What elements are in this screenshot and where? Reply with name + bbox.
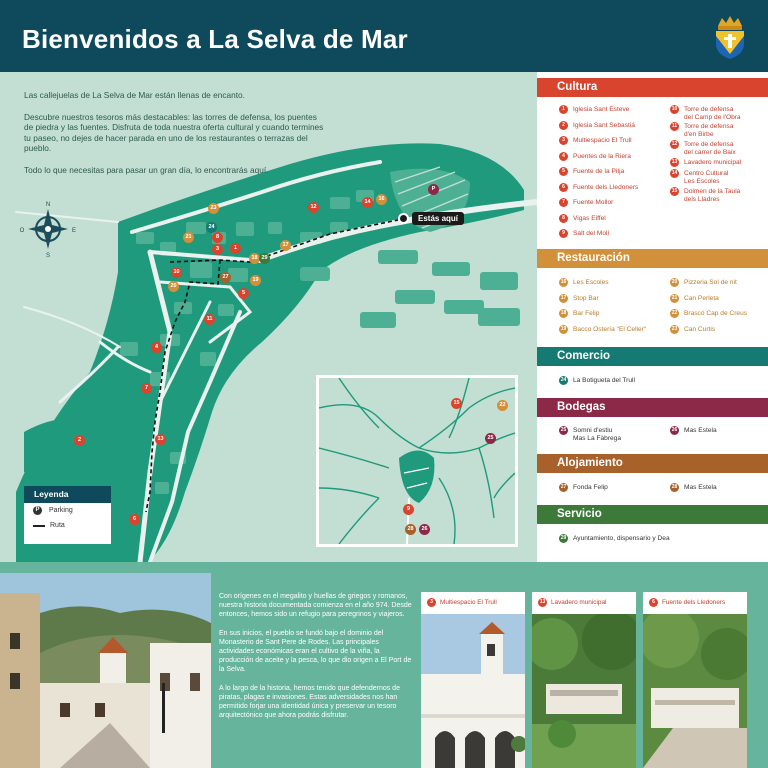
poi-number-badge: 16	[560, 279, 567, 285]
poi-label: Dolmen de la Taula dels Lladres	[684, 188, 741, 203]
you-are-here-dot	[398, 213, 409, 224]
legend-title: Leyenda	[24, 486, 111, 503]
poi-number-badge: 27	[560, 484, 567, 490]
map-marker-24[interactable]: 24	[206, 222, 217, 233]
you-are-here-marker	[398, 212, 464, 225]
poi-label: Can Perleta	[684, 294, 719, 302]
poi-label: Pizzeria Sol de nit	[684, 279, 737, 286]
poi-number-badge: 22	[671, 310, 678, 316]
poi-label: Mas Estela	[684, 484, 717, 491]
poi-label: Torre de defensa del Camp de l'Obra	[684, 106, 741, 121]
poi-number-badge: 3	[559, 136, 568, 145]
poi-item-cultura[interactable]	[670, 123, 734, 138]
map-marker-2[interactable]: 2	[74, 435, 85, 446]
intro-text	[24, 90, 324, 186]
poi-number-badge: 8	[559, 214, 568, 223]
legend-route-label: Ruta	[50, 522, 65, 529]
section-bodegas-title: Bodegas	[537, 398, 768, 417]
poi-item-restauracion[interactable]	[559, 326, 646, 334]
poi-number-badge: 1	[559, 105, 568, 114]
poi-item-bodegas[interactable]	[670, 427, 717, 435]
map-marker-19[interactable]: 19	[250, 275, 261, 286]
map-marker-17[interactable]: 17	[280, 240, 291, 251]
section-comercio-title: Comercio	[537, 347, 768, 366]
poi-item-restauracion[interactable]	[559, 279, 609, 287]
poi-item-cultura[interactable]	[670, 106, 741, 121]
photo-card-caption	[643, 592, 747, 612]
map-marker-27[interactable]: 27	[220, 272, 231, 283]
inset-marker-15[interactable]: 15	[451, 398, 462, 409]
poi-label: Ayuntamiento, dispensario y Dea	[573, 535, 670, 542]
lavadero-photo	[532, 614, 636, 768]
route-line-icon	[33, 525, 45, 527]
compass-rose-icon	[28, 209, 68, 249]
poi-item-bodegas[interactable]	[559, 427, 621, 442]
map-marker-3[interactable]: 3	[212, 244, 223, 255]
poi-number-badge: 25	[560, 427, 567, 433]
legend-parking-label: Parking	[49, 507, 73, 514]
inset-marker-22[interactable]: 22	[497, 400, 508, 411]
photo-card-caption	[532, 592, 636, 612]
map-marker-23[interactable]: 23	[208, 203, 219, 214]
poi-number-badge: 20	[671, 279, 678, 285]
map-marker-4[interactable]: 4	[151, 342, 162, 353]
poi-item-restauracion[interactable]	[670, 310, 747, 318]
poi-item-restauracion[interactable]	[670, 326, 715, 334]
poi-label: Centro Cultural Les Escoles	[684, 170, 729, 185]
poi-number-badge: 6	[559, 183, 568, 192]
inset-map[interactable]	[316, 375, 518, 547]
inset-marker-25[interactable]: 25	[485, 433, 496, 444]
section-restauracion-title: Restauración	[537, 249, 768, 268]
poi-label: Can Curtis	[684, 325, 716, 333]
poi-number-badge: 29	[560, 535, 567, 541]
poi-label: Fuente Mollor	[573, 199, 614, 206]
inset-marker-28[interactable]: 28	[405, 524, 416, 535]
poi-label: Fuente dels Lledoners	[573, 183, 639, 191]
poi-label: Fonda Felip	[573, 484, 608, 491]
poi-label: Vigas Eiffel	[573, 214, 606, 222]
poi-label: Bacco Ostería "El Celler"	[573, 325, 647, 333]
page-title: Bienvenidos a La Selva de Mar	[22, 24, 408, 54]
poi-number-badge: 23	[671, 325, 678, 332]
poi-item-alojamiento[interactable]	[559, 484, 608, 492]
section-servicio-title: Servicio	[537, 505, 768, 524]
poi-item-cultura[interactable]	[559, 168, 624, 176]
poi-number-badge: 7	[559, 198, 568, 207]
town-crest-icon	[712, 14, 748, 60]
compass-n: N	[45, 202, 51, 208]
legend-route-row	[24, 518, 111, 533]
poi-label: Brascó Cap de Creus	[684, 310, 748, 317]
poi-label: Salt del Molí	[573, 230, 610, 237]
poi-number-badge: 19	[560, 325, 567, 332]
poi-item-cultura[interactable]	[559, 106, 629, 114]
poi-item-alojamiento[interactable]	[670, 484, 717, 492]
map-marker-16[interactable]: 16	[376, 194, 387, 205]
compass-s: S	[45, 253, 51, 259]
section-alojamiento-title: Alojamiento	[537, 454, 768, 473]
poi-number-badge: 14	[671, 170, 678, 176]
poi-item-cultura[interactable]	[559, 122, 635, 130]
poi-number-badge: 18	[560, 310, 567, 316]
poi-label: Multiespacio El Trull	[573, 137, 632, 144]
west-hill	[24, 419, 93, 477]
poi-item-cultura[interactable]	[559, 230, 609, 238]
photo-card-caption	[421, 592, 525, 612]
photo-card-label: Lavadero municipal	[551, 598, 607, 606]
poi-label: Puentes de la Riera	[573, 152, 631, 160]
poi-item-cultura[interactable]	[670, 141, 736, 156]
intro-p1: Las callejuelas de La Selva de Mar están llenas de encanto.	[24, 90, 245, 100]
poi-number-badge: 28	[671, 484, 678, 490]
map-marker-20[interactable]: 20	[168, 281, 179, 292]
poi-number-badge: 4	[559, 152, 568, 161]
poi-label: Iglesia Sant Sebastiá	[573, 121, 635, 129]
compass-o: O	[19, 228, 25, 234]
el-trull-photo	[421, 614, 525, 768]
lledoners-fountain-photo	[643, 614, 747, 768]
inset-marker-9[interactable]: 9	[403, 504, 414, 515]
legend-parking-row	[24, 503, 111, 518]
parking-icon: P	[33, 506, 42, 515]
poi-item-servicio[interactable]	[559, 535, 670, 543]
poi-item-restauracion[interactable]	[559, 295, 599, 303]
poi-item-comercio[interactable]	[559, 377, 635, 385]
map-marker-6[interactable]: 6	[129, 514, 140, 525]
poi-item-restauracion[interactable]	[670, 295, 719, 303]
history-section	[0, 562, 768, 768]
poi-item-cultura[interactable]	[559, 153, 631, 161]
intro-p2: Descubre nuestros tesoros más destacables: las torres de defensa, los puentes de piedra y las fuentes. Disfruta de toda nuestra oferta cultural y cuando termines tu paseo, no dejes de hacer parada en uno de los restaurantes o terrazas del pueblo.	[24, 111, 324, 153]
map-marker-18[interactable]: 18	[249, 253, 260, 264]
header-banner	[0, 0, 768, 72]
poi-label: Iglesia Sant Esteve	[573, 106, 630, 113]
poi-item-cultura[interactable]	[559, 215, 606, 223]
inset-marker-26[interactable]: 26	[419, 524, 430, 535]
poi-item-cultura[interactable]	[670, 159, 741, 167]
poi-label: Bar Felip	[573, 310, 600, 317]
poi-number-badge: 10	[671, 106, 678, 112]
map-marker-7[interactable]: 7	[141, 383, 152, 394]
poi-number-badge: 17	[560, 294, 567, 301]
history-p2: En sus inicios, el pueblo se fundó bajo el dominio del Monasterio de Sant Pere de Rodes. Las principales actividades económicas eran el cultivo de la viña, la producción de aceite y la pesca, lo que dio origen a El Port de la Selva.	[219, 629, 412, 674]
village-map[interactable]	[0, 72, 537, 562]
map-marker-11[interactable]: 11	[204, 314, 215, 325]
map-legend	[24, 486, 111, 544]
poi-item-cultura[interactable]	[559, 184, 638, 192]
poi-number-badge: 11	[671, 123, 678, 129]
photo-card-lledoners[interactable]	[643, 592, 747, 768]
map-marker-parking[interactable]: P	[428, 184, 439, 195]
photo-card-number: 13	[539, 598, 546, 605]
section-cultura-title: Cultura	[537, 78, 768, 97]
map-marker-29[interactable]: 29	[259, 253, 270, 264]
photo-card-number: 6	[649, 598, 658, 607]
map-marker-5[interactable]: 5	[238, 288, 249, 299]
poi-label: Stop Bar	[573, 294, 599, 302]
poi-item-cultura[interactable]	[559, 137, 632, 145]
map-marker-21[interactable]: 21	[183, 232, 194, 243]
poi-number-badge: 26	[671, 427, 678, 433]
compass-e: E	[71, 228, 77, 234]
poi-number-badge: 24	[560, 377, 567, 383]
you-are-here-label: Estás aquí	[412, 212, 464, 225]
inset-map-drawing	[319, 378, 515, 544]
map-marker-1[interactable]: 1	[230, 243, 241, 254]
photo-card-lavadero[interactable]	[532, 592, 636, 768]
intro-p3: Todo lo que necesitas para pasar un gran día, lo encontrarás aquí.	[24, 164, 269, 175]
poi-label: Fuente de la Pitja	[573, 168, 625, 175]
poi-number-badge: 2	[559, 121, 568, 130]
points-of-interest-panel	[537, 72, 768, 562]
poi-label: La Botigueta del Trull	[573, 377, 635, 384]
poi-number-badge: 9	[559, 229, 568, 238]
poi-label: Les Escoles	[573, 279, 609, 286]
poi-number-badge: 21	[671, 294, 678, 301]
poi-number-badge: 13	[671, 159, 678, 165]
poi-number-badge: 12	[671, 141, 678, 147]
photo-card-number: 3	[427, 598, 436, 607]
poi-item-restauracion[interactable]	[559, 310, 599, 318]
photo-card-label: Multiespacio El Trull	[440, 598, 497, 606]
poi-number-badge: 15	[671, 188, 678, 194]
poi-number-badge: 5	[559, 167, 568, 176]
poi-item-cultura[interactable]	[559, 199, 613, 207]
village-street-photo	[0, 573, 211, 768]
map-marker-14[interactable]: 14	[362, 197, 373, 208]
poi-label: Torre de defensa del carrer de Baix	[684, 141, 736, 156]
map-marker-8[interactable]: 8	[212, 232, 223, 243]
map-marker-12[interactable]: 12	[308, 202, 319, 213]
map-marker-10[interactable]: 10	[171, 267, 182, 278]
photo-card-label: Fuente dels Lledoners	[662, 598, 726, 606]
photo-card-el-trull[interactable]	[421, 592, 525, 768]
poi-label: Lavadero municipal	[684, 159, 742, 166]
poi-item-cultura[interactable]	[670, 188, 740, 203]
poi-item-restauracion[interactable]	[670, 279, 737, 287]
map-marker-13[interactable]: 13	[155, 434, 166, 445]
history-text	[219, 592, 415, 729]
poi-item-cultura[interactable]	[670, 170, 728, 185]
poi-label: Somni d'estiu Mas La Fàbrega	[573, 427, 622, 442]
poi-label: Mas Estela	[684, 427, 717, 434]
poi-label: Torre de defensa d'en Birbe	[684, 123, 734, 138]
history-p1: Con orígenes en el megalito y huellas de griegos y romanos, nuestra historia documentada comienza en el año 974. Desde entonces, hemos sido un refugio para peregrinos y viajeros.	[219, 593, 412, 619]
history-p3: A lo largo de la historia, hemos tenido que defendernos de piratas, plagas e invasiones. Estas adversidades nos han permitido forjar una identidad única y preservar un tesoro arquitectónico que ahora podrás disfrutar.	[219, 684, 400, 720]
